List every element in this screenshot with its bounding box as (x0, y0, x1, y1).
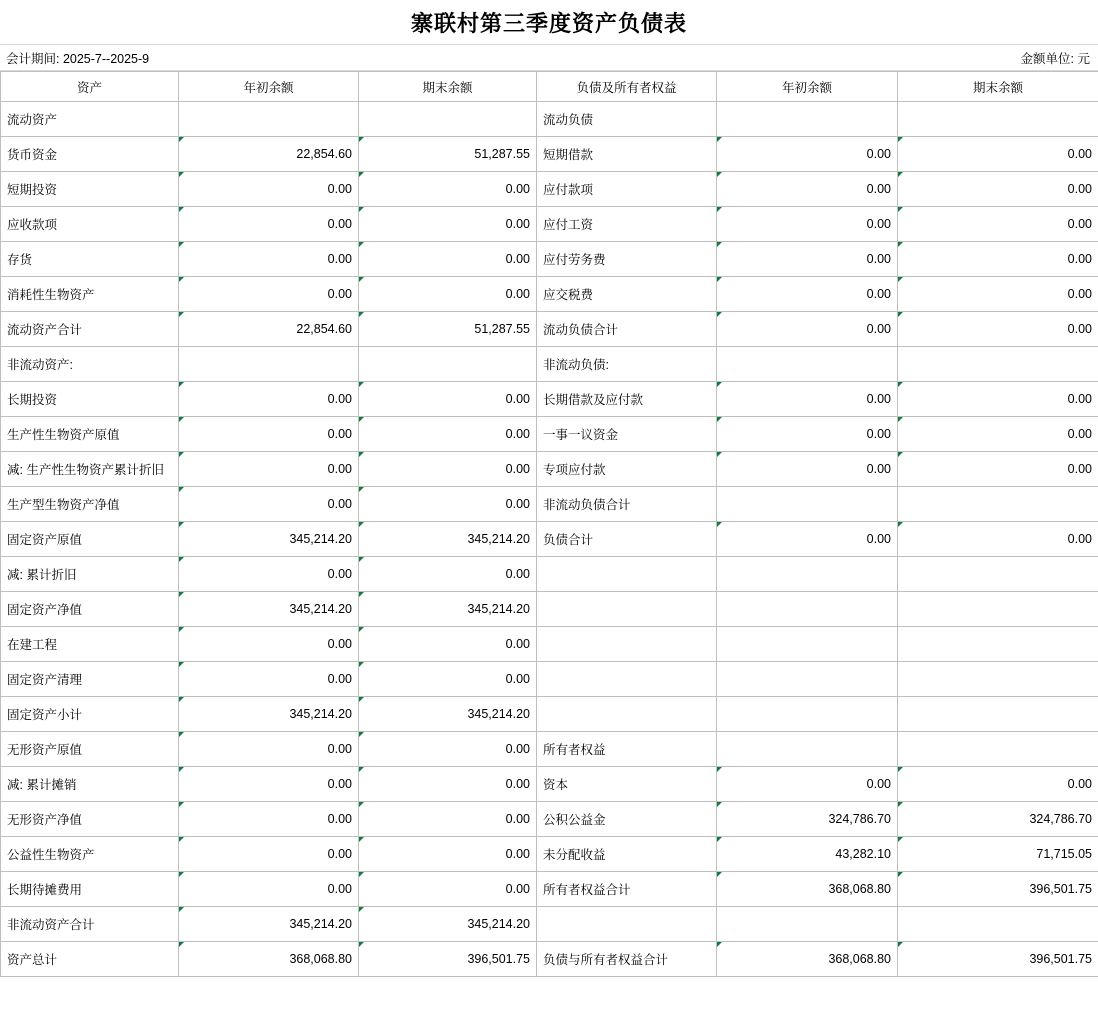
asset-end-amount[interactable]: 0.00 (359, 732, 537, 767)
liability-end-amount[interactable] (898, 487, 1098, 522)
liability-item-label[interactable]: 流动负债 (537, 102, 717, 137)
asset-end-amount[interactable]: 0.00 (359, 487, 537, 522)
liability-end-amount[interactable] (898, 347, 1098, 382)
liability-item-label[interactable]: 非流动负债合计 (537, 487, 717, 522)
column-header-liabilities-end: 期末余额 (898, 72, 1098, 102)
asset-end-amount[interactable]: 345,214.20 (359, 592, 537, 627)
document-title-bar (0, 0, 1098, 45)
asset-end-amount[interactable]: 0.00 (359, 662, 537, 697)
table-row (1, 767, 1098, 802)
document-meta-bar (0, 45, 1098, 71)
table-row (1, 417, 1098, 452)
liability-item-label[interactable] (537, 627, 717, 662)
table-row (1, 172, 1098, 207)
liability-item-label[interactable]: 一事一议资金 (537, 417, 717, 452)
amount-unit-label: 金额单位: 元 (1020, 51, 1090, 66)
liability-begin-amount[interactable] (717, 347, 898, 382)
asset-end-amount[interactable]: 0.00 (359, 767, 537, 802)
table-row (1, 102, 1098, 137)
column-header-liabilities: 负债及所有者权益 (537, 72, 717, 102)
accounting-period-label: 会计期间: 2025-7--2025-9 (6, 51, 150, 66)
column-header-assets: 资产 (1, 72, 179, 102)
asset-end-amount[interactable]: 0.00 (359, 172, 537, 207)
asset-end-amount[interactable]: 51,287.55 (359, 137, 537, 172)
liability-begin-amount[interactable]: 368,068.80 (717, 942, 898, 977)
asset-end-amount[interactable] (359, 347, 537, 382)
asset-item-label[interactable]: 长期投资 (1, 382, 179, 417)
asset-item-label[interactable]: 无形资产净值 (1, 802, 179, 837)
asset-item-label[interactable]: 生产型生物资产净值 (1, 487, 179, 522)
asset-item-label[interactable]: 固定资产原值 (1, 522, 179, 557)
liability-end-amount[interactable]: 0.00 (898, 172, 1098, 207)
asset-begin-amount[interactable]: 0.00 (179, 557, 359, 592)
liability-begin-amount[interactable] (717, 732, 898, 767)
table-row (1, 347, 1098, 382)
asset-end-amount[interactable]: 396,501.75 (359, 942, 537, 977)
asset-end-amount[interactable]: 345,214.20 (359, 697, 537, 732)
liability-begin-amount[interactable]: 0.00 (717, 137, 898, 172)
liability-item-label[interactable]: 公积公益金 (537, 802, 717, 837)
liability-end-amount[interactable] (898, 592, 1098, 627)
liability-end-amount[interactable] (898, 557, 1098, 592)
table-row (1, 207, 1098, 242)
asset-item-label[interactable]: 流动资产 (1, 102, 179, 137)
liability-item-label[interactable] (537, 907, 717, 942)
liability-end-amount[interactable]: 0.00 (898, 382, 1098, 417)
liability-begin-amount[interactable]: 0.00 (717, 242, 898, 277)
liability-item-label[interactable]: 非流动负债: (537, 347, 717, 382)
liability-item-label[interactable]: 长期借款及应付款 (537, 382, 717, 417)
asset-begin-amount[interactable]: 0.00 (179, 627, 359, 662)
table-row (1, 452, 1098, 487)
asset-begin-amount[interactable]: 0.00 (179, 872, 359, 907)
asset-end-amount[interactable]: 0.00 (359, 452, 537, 487)
liability-end-amount[interactable]: 396,501.75 (898, 872, 1098, 907)
asset-end-amount[interactable]: 51,287.55 (359, 312, 537, 347)
liability-end-amount[interactable] (898, 662, 1098, 697)
liability-end-amount[interactable] (898, 102, 1098, 137)
asset-item-label[interactable]: 应收款项 (1, 207, 179, 242)
liability-item-label[interactable] (537, 592, 717, 627)
asset-end-amount[interactable]: 0.00 (359, 242, 537, 277)
liability-begin-amount[interactable] (717, 102, 898, 137)
asset-item-label[interactable]: 短期投资 (1, 172, 179, 207)
asset-begin-amount[interactable]: 0.00 (179, 172, 359, 207)
asset-end-amount[interactable]: 0.00 (359, 557, 537, 592)
liability-item-label[interactable]: 负债与所有者权益合计 (537, 942, 717, 977)
liability-item-label[interactable]: 所有者权益 (537, 732, 717, 767)
liability-begin-amount[interactable]: 368,068.80 (717, 872, 898, 907)
asset-begin-amount[interactable]: 0.00 (179, 732, 359, 767)
asset-end-amount[interactable]: 0.00 (359, 872, 537, 907)
asset-end-amount[interactable]: 345,214.20 (359, 907, 537, 942)
liability-begin-amount[interactable]: 324,786.70 (717, 802, 898, 837)
liability-end-amount[interactable]: 0.00 (898, 522, 1098, 557)
liability-item-label[interactable]: 应交税费 (537, 277, 717, 312)
asset-begin-amount[interactable]: 0.00 (179, 452, 359, 487)
asset-end-amount[interactable]: 0.00 (359, 207, 537, 242)
liability-end-amount[interactable]: 324,786.70 (898, 802, 1098, 837)
asset-item-label[interactable]: 在建工程 (1, 627, 179, 662)
liability-end-amount[interactable]: 0.00 (898, 242, 1098, 277)
asset-item-label[interactable]: 消耗性生物资产 (1, 277, 179, 312)
table-row (1, 557, 1098, 592)
asset-item-label[interactable]: 公益性生物资产 (1, 837, 179, 872)
table-header-row (1, 72, 1098, 102)
asset-begin-amount[interactable]: 0.00 (179, 207, 359, 242)
asset-begin-amount[interactable]: 0.00 (179, 802, 359, 837)
liability-item-label[interactable]: 负债合计 (537, 522, 717, 557)
liability-begin-amount[interactable]: 0.00 (717, 172, 898, 207)
asset-item-label[interactable]: 非流动资产: (1, 347, 179, 382)
asset-begin-amount[interactable]: 345,214.20 (179, 522, 359, 557)
liability-item-label[interactable]: 应付工资 (537, 207, 717, 242)
asset-begin-amount[interactable]: 0.00 (179, 242, 359, 277)
asset-end-amount[interactable]: 0.00 (359, 802, 537, 837)
table-row (1, 732, 1098, 767)
table-row (1, 627, 1098, 662)
liability-end-amount[interactable] (898, 907, 1098, 942)
asset-item-label[interactable]: 减: 累计摊销 (1, 767, 179, 802)
liability-begin-amount[interactable] (717, 592, 898, 627)
liability-item-label[interactable]: 流动负债合计 (537, 312, 717, 347)
liability-item-label[interactable]: 短期借款 (537, 137, 717, 172)
column-header-assets-end: 期末余额 (359, 72, 537, 102)
liability-item-label[interactable] (537, 697, 717, 732)
asset-begin-amount[interactable]: 22,854.60 (179, 312, 359, 347)
table-row (1, 522, 1098, 557)
liability-end-amount[interactable]: 0.00 (898, 452, 1098, 487)
liability-begin-amount[interactable] (717, 662, 898, 697)
liability-begin-amount[interactable]: 0.00 (717, 452, 898, 487)
liability-begin-amount[interactable] (717, 557, 898, 592)
liability-begin-amount[interactable]: 0.00 (717, 522, 898, 557)
liability-item-label[interactable]: 应付劳务费 (537, 242, 717, 277)
liability-begin-amount[interactable] (717, 487, 898, 522)
asset-begin-amount[interactable] (179, 102, 359, 137)
liability-begin-amount[interactable] (717, 627, 898, 662)
column-header-assets-begin: 年初余额 (179, 72, 359, 102)
liability-begin-amount[interactable]: 0.00 (717, 417, 898, 452)
table-row (1, 487, 1098, 522)
liability-end-amount[interactable]: 0.00 (898, 137, 1098, 172)
table-row (1, 872, 1098, 907)
asset-item-label[interactable]: 流动资产合计 (1, 312, 179, 347)
asset-item-label[interactable]: 减: 生产性生物资产累计折旧 (1, 452, 179, 487)
asset-item-label[interactable]: 固定资产清理 (1, 662, 179, 697)
page-title: 寨联村第三季度资产负债表 (410, 10, 687, 36)
liability-begin-amount[interactable]: 0.00 (717, 207, 898, 242)
liability-end-amount[interactable]: 0.00 (898, 207, 1098, 242)
liability-end-amount[interactable]: 71,715.05 (898, 837, 1098, 872)
asset-begin-amount[interactable]: 0.00 (179, 662, 359, 697)
asset-begin-amount[interactable]: 345,214.20 (179, 907, 359, 942)
asset-begin-amount[interactable]: 0.00 (179, 417, 359, 452)
table-row (1, 277, 1098, 312)
asset-item-label[interactable]: 非流动资产合计 (1, 907, 179, 942)
liability-begin-amount[interactable]: 43,282.10 (717, 837, 898, 872)
table-row (1, 242, 1098, 277)
asset-item-label[interactable]: 减: 累计折旧 (1, 557, 179, 592)
asset-begin-amount[interactable]: 0.00 (179, 837, 359, 872)
liability-begin-amount[interactable] (717, 907, 898, 942)
table-row (1, 907, 1098, 942)
asset-end-amount[interactable]: 0.00 (359, 417, 537, 452)
asset-end-amount[interactable]: 0.00 (359, 382, 537, 417)
table-row (1, 312, 1098, 347)
asset-end-amount[interactable]: 345,214.20 (359, 522, 537, 557)
table-row (1, 942, 1098, 977)
asset-item-label[interactable]: 无形资产原值 (1, 732, 179, 767)
liability-item-label[interactable]: 专项应付款 (537, 452, 717, 487)
table-body (1, 102, 1098, 977)
asset-begin-amount[interactable]: 0.00 (179, 767, 359, 802)
liability-begin-amount[interactable]: 0.00 (717, 767, 898, 802)
liability-end-amount[interactable]: 0.00 (898, 417, 1098, 452)
liability-item-label[interactable]: 所有者权益合计 (537, 872, 717, 907)
table-row (1, 697, 1098, 732)
liability-end-amount[interactable] (898, 697, 1098, 732)
table-row (1, 662, 1098, 697)
liability-item-label[interactable]: 应付款项 (537, 172, 717, 207)
liability-end-amount[interactable] (898, 627, 1098, 662)
table-row (1, 137, 1098, 172)
balance-sheet-table (0, 71, 1098, 977)
liability-begin-amount[interactable]: 0.00 (717, 382, 898, 417)
asset-begin-amount[interactable]: 0.00 (179, 277, 359, 312)
asset-end-amount[interactable]: 0.00 (359, 277, 537, 312)
liability-end-amount[interactable] (898, 732, 1098, 767)
asset-end-amount[interactable]: 0.00 (359, 837, 537, 872)
liability-begin-amount[interactable] (717, 697, 898, 732)
asset-item-label[interactable]: 货币资金 (1, 137, 179, 172)
liability-end-amount[interactable]: 396,501.75 (898, 942, 1098, 977)
asset-begin-amount[interactable]: 345,214.20 (179, 592, 359, 627)
liability-begin-amount[interactable]: 0.00 (717, 277, 898, 312)
asset-item-label[interactable]: 生产性生物资产原值 (1, 417, 179, 452)
asset-begin-amount[interactable]: 345,214.20 (179, 697, 359, 732)
liability-end-amount[interactable]: 0.00 (898, 767, 1098, 802)
asset-begin-amount[interactable]: 22,854.60 (179, 137, 359, 172)
liability-end-amount[interactable]: 0.00 (898, 277, 1098, 312)
asset-end-amount[interactable] (359, 102, 537, 137)
table-row (1, 802, 1098, 837)
liability-end-amount[interactable]: 0.00 (898, 312, 1098, 347)
asset-item-label[interactable]: 存货 (1, 242, 179, 277)
table-row (1, 382, 1098, 417)
liability-item-label[interactable] (537, 662, 717, 697)
asset-item-label[interactable]: 资产总计 (1, 942, 179, 977)
table-row (1, 837, 1098, 872)
asset-begin-amount[interactable]: 0.00 (179, 382, 359, 417)
asset-item-label[interactable]: 固定资产净值 (1, 592, 179, 627)
asset-item-label[interactable]: 固定资产小计 (1, 697, 179, 732)
liability-item-label[interactable] (537, 557, 717, 592)
liability-item-label[interactable]: 未分配收益 (537, 837, 717, 872)
liability-begin-amount[interactable]: 0.00 (717, 312, 898, 347)
asset-item-label[interactable]: 长期待摊费用 (1, 872, 179, 907)
asset-begin-amount[interactable]: 0.00 (179, 487, 359, 522)
table-row (1, 592, 1098, 627)
column-header-liabilities-begin: 年初余额 (717, 72, 898, 102)
asset-begin-amount[interactable]: 368,068.80 (179, 942, 359, 977)
liability-item-label[interactable]: 资本 (537, 767, 717, 802)
asset-begin-amount[interactable] (179, 347, 359, 382)
asset-end-amount[interactable]: 0.00 (359, 627, 537, 662)
